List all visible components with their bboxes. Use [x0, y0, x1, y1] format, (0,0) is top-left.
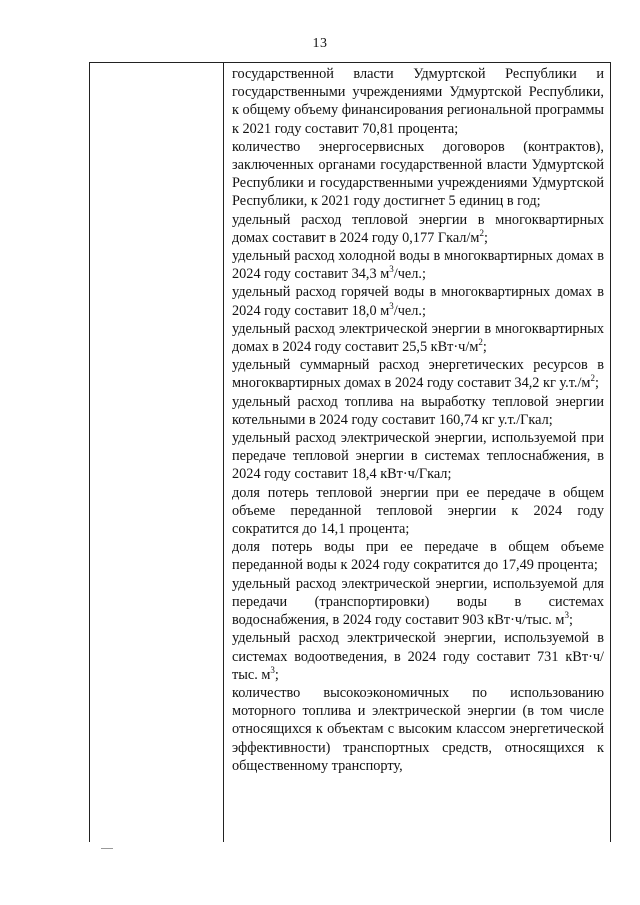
indicator-paragraph: [232, 393, 604, 429]
paragraph-text-tail: /чел.;: [393, 302, 426, 319]
indicator-paragraph: [232, 429, 604, 484]
paragraph-text-tail: ;: [274, 666, 279, 683]
unit-exponent: 2: [479, 227, 484, 238]
paragraph-text: доля потерь воды при ее передаче в общем объеме переданной воды к 2024 году сократится до 17,49 процента;: [232, 539, 604, 574]
paragraph-text: удельный расход электрической энергии, используемой при передаче тепловой энергии в системах теплоснабжения, в 2024 году составит 18,4 кВт·ч/Гкал;: [232, 430, 604, 483]
page-number: 13: [312, 36, 328, 51]
paragraph-text-tail: ;: [483, 229, 488, 246]
indicator-paragraph: [232, 211, 604, 247]
paragraph-text-tail: ;: [568, 612, 573, 629]
paragraph-text: удельный расход электрической энергии, используемой для передачи (транспортировки) воды в системах водоснабжения, в 2024 году составит 903 кВт·ч/тыс. м: [232, 575, 604, 629]
indicator-paragraph: [232, 356, 604, 392]
scan-mark: [101, 848, 113, 849]
paragraph-text: удельный расход тепловой энергии в многоквартирных домах составит в 2024 году 0,177 Гкал/м: [232, 211, 604, 246]
paragraph-text: доля потерь тепловой энергии при ее передаче в общем объеме переданной тепловой энергии к 2024 году сократится до 14,1 процента;: [232, 484, 604, 538]
unit-exponent: 3: [564, 610, 569, 621]
indicator-paragraph: [232, 538, 604, 574]
indicator-paragraph: [232, 247, 604, 283]
unit-exponent: 3: [389, 264, 394, 275]
indicator-paragraph: [232, 484, 604, 539]
indicator-paragraph: [232, 684, 604, 775]
paragraph-text: удельный расход топлива на выработку тепловой энергии котельными в 2024 году составит 160,74 кг у.т./Гкал;: [232, 393, 604, 428]
paragraph-text: удельный расход электрической энергии в многоквартирных домах в 2024 году составит 25,5 кВт·ч/м: [232, 320, 604, 356]
unit-exponent: 2: [590, 373, 595, 384]
unit-exponent: 3: [270, 664, 275, 675]
paragraph-text: количество высокоэкономичных по использованию моторного топлива и электрической энергии (в том числе относящихся к объектам с высоким классом энергетической эффективности) транспортных средств, относящихся к общественному транспорту,: [232, 684, 604, 774]
indicator-paragraph: [232, 283, 604, 319]
indicator-paragraph: [232, 629, 604, 684]
paragraph-text: количество энергосервисных договоров (контрактов), заключенных органами государственной власти Удмуртской Республики и государственными учреждениями Удмуртской Республики, к 2021 году достигнет 5 единиц в год;: [232, 138, 604, 210]
unit-exponent: 2: [478, 337, 483, 348]
indicator-paragraph: [232, 138, 604, 211]
paragraph-text-tail: /чел.;: [393, 266, 426, 283]
indicator-paragraph: [232, 575, 604, 630]
table-content-column: [232, 65, 604, 775]
paragraph-text: удельный расход горячей воды в многоквартирных домах в 2024 году составит 18,0 м: [232, 284, 604, 319]
paragraph-text: удельный расход электрической энергии, используемой в системах водоотведения, в 2024 году составит 731 кВт·ч/тыс. м: [232, 630, 604, 683]
paragraph-text: удельный суммарный расход энергетических ресурсов в многоквартирных домах в 2024 году составит 34,2 кг у.т./м: [232, 357, 604, 392]
indicator-paragraph: [232, 65, 604, 138]
unit-exponent: 3: [389, 300, 394, 311]
paragraph-text: государственной власти Удмуртской Республики и государственными учреждениями Удмуртской Республики, к общему объему финансирования региональной программы к 2021 году составит 70,81 процента;: [232, 66, 604, 137]
table-label-column: [90, 63, 224, 842]
paragraph-text-tail: ;: [482, 339, 487, 356]
indicator-paragraph: [232, 320, 604, 356]
paragraph-text-tail: ;: [594, 375, 599, 392]
paragraph-text: удельный расход холодной воды в многоквартирных домах в 2024 году составит 34,3 м: [232, 248, 604, 283]
program-table: [89, 62, 611, 842]
